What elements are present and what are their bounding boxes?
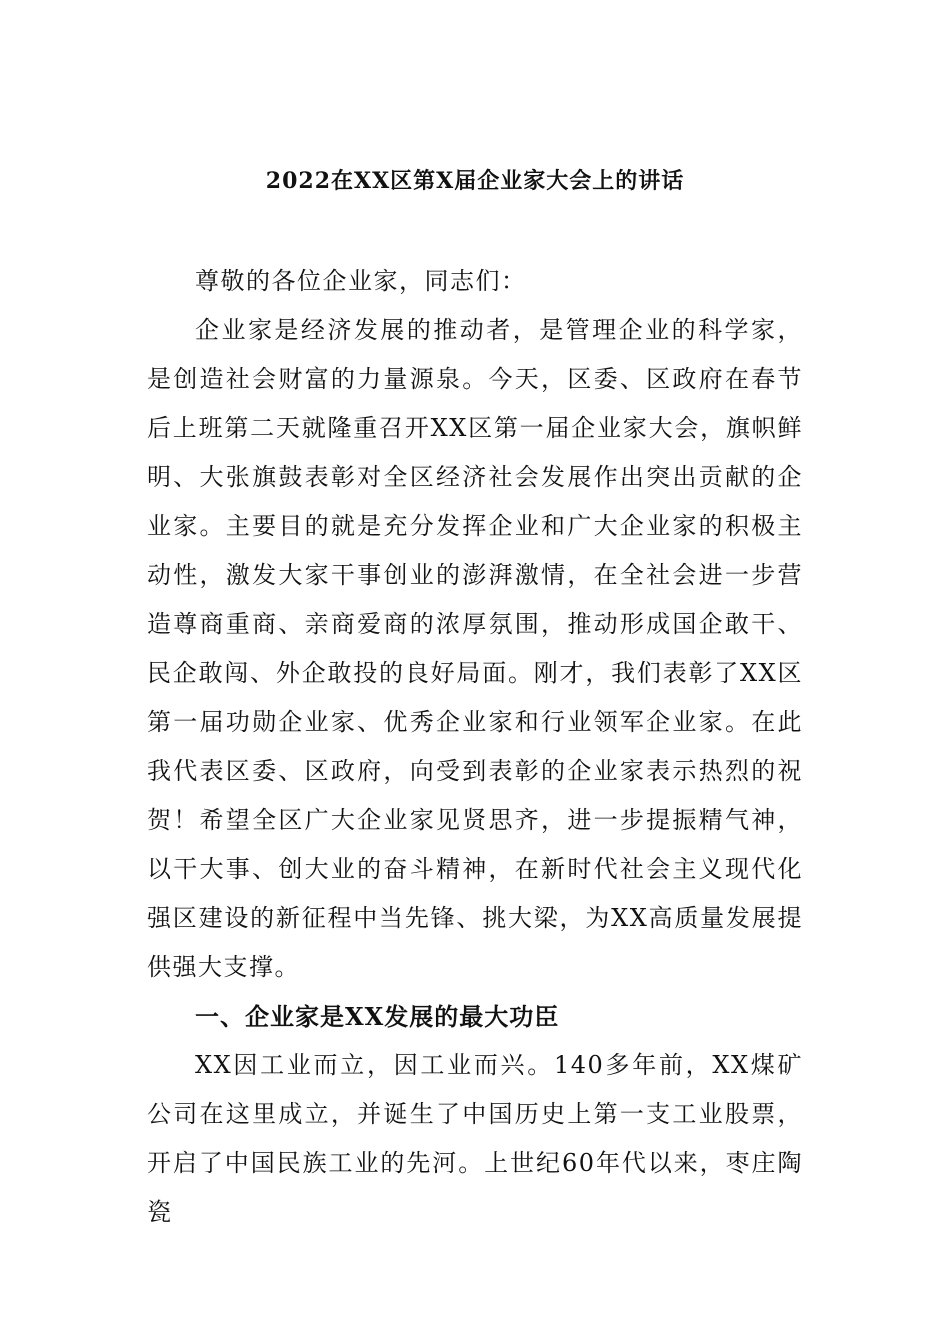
section-heading: 一、企业家是XX发展的最大功臣	[195, 1002, 560, 1031]
salutation: 尊敬的各位企业家，同志们：	[195, 267, 527, 295]
document-title: 2022在XX区第X届企业家大会上的讲话	[265, 168, 685, 194]
body-paragraph: 企业家是经济发展的推动者，是管理企业的科学家，是创造社会财富的力量源泉。今天，区委、区政府在春节后上班第二天就隆重召开XX区第一届企业家大会，旗帜鲜明、大张旗鼓表彰对全区经济社会发展作出突出贡献的企业家。主要目的就是充分发挥企业和广大企业家的积极主动性，激发大家干事创业的澎湃激情，在全社会进一步营造尊商重商、亲商爱商的浓厚氛围，推动形成国企敢干、民企敢闯、外企敢投的良好局面。刚才，我们表彰了XX区第一届功勋企业家、优秀企业家和行业领军企业家。在此我代表区委、区政府，向受到表彰的企业家表示热烈的祝贺！希望全区广大企业家见贤思齐，进一步提振精气神，以干大事、创大业的奋斗精神，在新时代社会主义现代化强区建设的新征程中当先锋、挑大梁，为XX高质量发展提供强大支撑。	[147, 316, 803, 981]
document-body	[147, 257, 803, 1237]
section-paragraph: XX因工业而立，因工业而兴。140多年前，XX煤矿公司在这里成立，并诞生了中国历史上第一支工业股票，开启了中国民族工业的先河。上世纪60年代以来，枣庄陶瓷	[147, 1051, 803, 1226]
